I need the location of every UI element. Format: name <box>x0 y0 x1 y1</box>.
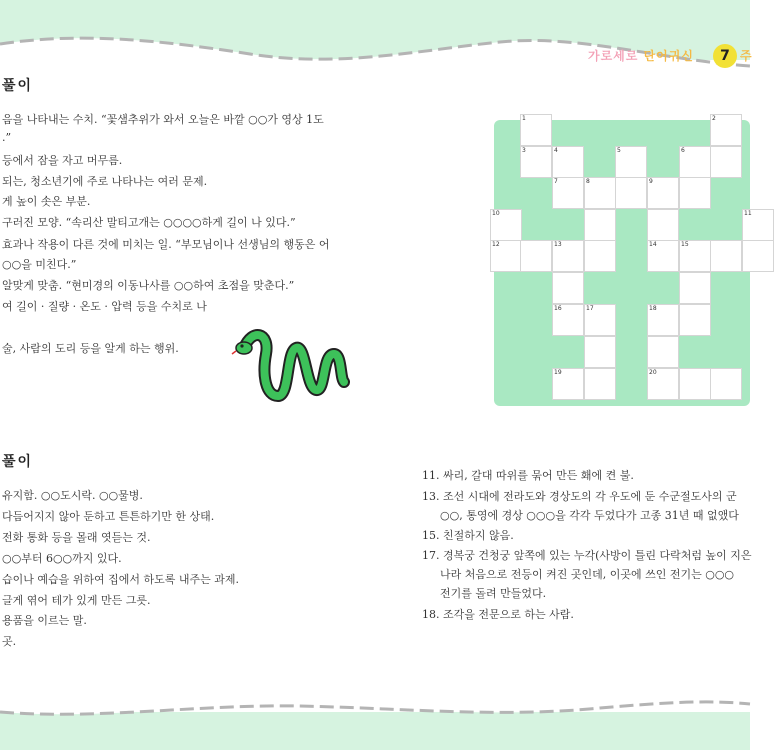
crossword-cell[interactable] <box>710 146 742 178</box>
down-clue: 곳. <box>2 635 17 648</box>
down-clue: 글게 엮어 테가 있게 만든 그릇. <box>2 594 151 607</box>
down-clue: 전화 통화 등을 몰래 엿듣는 것. <box>2 531 151 544</box>
crossword-cell[interactable] <box>552 240 584 272</box>
cell-number: 2 <box>712 115 716 122</box>
crossword-cell[interactable] <box>584 368 616 400</box>
right-clue: 나라 처음으로 전등이 켜진 곳인데, 이곳에 쓰인 전기는 ○○○ <box>440 568 735 581</box>
crossword-cell[interactable] <box>552 177 584 209</box>
cell-number: 16 <box>554 305 562 312</box>
across-clue: .” <box>2 131 12 144</box>
crossword-cell[interactable] <box>584 336 616 368</box>
crossword-cell[interactable] <box>552 272 584 304</box>
cell-number: 10 <box>492 210 500 217</box>
across-clue: 술, 사람의 도리 등을 알게 하는 행위. <box>2 342 179 355</box>
week-badge: 7 <box>713 44 737 68</box>
crossword-cell[interactable] <box>584 240 616 272</box>
cell-number: 8 <box>586 178 590 185</box>
snake-illustration <box>230 318 350 408</box>
cell-number: 12 <box>492 241 500 248</box>
down-clue: 용품을 이르는 말. <box>2 614 87 627</box>
right-clue: ○○, 통영에 경상 ○○○을 각각 두었다가 고종 31년 때 없앴다 <box>440 509 739 522</box>
crossword-cell[interactable] <box>710 368 742 400</box>
cell-number: 17 <box>586 305 594 312</box>
cell-number: 7 <box>554 178 558 185</box>
crossword-cell[interactable] <box>615 146 647 178</box>
down-clue: 유지함. ○○도시락. ○○물병. <box>2 489 143 502</box>
header-title-2: 단어귀신 <box>643 49 694 63</box>
across-clue: 등에서 잠을 자고 머무름. <box>2 154 123 167</box>
cell-number: 5 <box>617 147 621 154</box>
crossword-cell[interactable] <box>584 209 616 241</box>
cell-number: 6 <box>681 147 685 154</box>
down-clue: 습이나 예습을 위하여 집에서 하도록 내주는 과제. <box>2 573 239 586</box>
across-clue: 여 길이 · 질량 · 온도 · 압력 등을 수치로 나 <box>2 300 207 313</box>
across-clue: 음을 나타내는 수치. “꽃샘추위가 와서 오늘은 바깥 ○○가 영상 1도 <box>2 113 324 126</box>
right-clue: 15. 친절하지 않음. <box>422 529 514 542</box>
across-clue: 효과나 작용이 다른 것에 미치는 일. “부모님이나 선생님의 행동은 어 <box>2 238 330 251</box>
right-clue: 전기를 돌려 만들었다. <box>440 587 547 600</box>
crossword-cell[interactable] <box>647 209 679 241</box>
crossword-cell[interactable] <box>520 146 552 178</box>
down-clue: ○○부터 6○○까지 있다. <box>2 552 122 565</box>
across-title: 풀이 <box>2 78 34 94</box>
crossword-board <box>492 115 752 406</box>
header-title-1: 가로세로 <box>588 49 639 63</box>
crossword-cell[interactable] <box>584 177 616 209</box>
down-title: 풀이 <box>2 454 34 470</box>
crossword-cell[interactable] <box>679 368 711 400</box>
crossword-cell[interactable] <box>647 304 679 336</box>
across-clue: ○○을 미친다.” <box>2 258 77 271</box>
crossword-cell[interactable] <box>679 177 711 209</box>
crossword-cell[interactable] <box>615 177 647 209</box>
crossword-cell[interactable] <box>520 240 552 272</box>
cell-number: 14 <box>649 241 657 248</box>
bottom-wave <box>0 690 750 730</box>
crossword-cell[interactable] <box>520 114 552 146</box>
cell-number: 13 <box>554 241 562 248</box>
cell-number: 1 <box>522 115 526 122</box>
crossword-cell[interactable] <box>490 209 522 241</box>
crossword-cell[interactable] <box>584 304 616 336</box>
crossword-cell[interactable] <box>647 177 679 209</box>
crossword-cell[interactable] <box>647 336 679 368</box>
down-clue: 다듬어지지 않아 둔하고 튼튼하기만 한 상태. <box>2 510 215 523</box>
right-clue: 18. 조각을 전문으로 하는 사람. <box>422 608 574 621</box>
crossword-cell[interactable] <box>552 368 584 400</box>
cell-number: 4 <box>554 147 558 154</box>
crossword-cell[interactable] <box>679 146 711 178</box>
crossword-cell[interactable] <box>552 304 584 336</box>
cell-number: 20 <box>649 369 657 376</box>
cell-number: 3 <box>522 147 526 154</box>
crossword-cell[interactable] <box>490 240 522 272</box>
right-clue: 13. 조선 시대에 전라도와 경상도의 각 우도에 둔 수군절도사의 군 <box>422 490 737 503</box>
crossword-cell[interactable] <box>647 368 679 400</box>
across-clue: 되는, 청소년기에 주로 나타나는 여러 문제. <box>2 175 208 188</box>
crossword-cell[interactable] <box>647 240 679 272</box>
crossword-cell[interactable] <box>710 114 742 146</box>
crossword-cell[interactable] <box>679 272 711 304</box>
cell-number: 19 <box>554 369 562 376</box>
across-clue: 알맞게 맞춤. “현미경의 이동나사를 ○○하여 초점을 맞춘다.” <box>2 279 295 292</box>
cell-number: 18 <box>649 305 657 312</box>
crossword-cell[interactable] <box>710 240 742 272</box>
crossword-cell[interactable] <box>552 146 584 178</box>
right-clue: 17. 경복궁 건청궁 앞쪽에 있는 누각(사방이 틀린 다락처럼 높이 지은 <box>422 549 752 562</box>
right-clue: 11. 싸리, 갈대 따위를 묶어 만든 홰에 켠 불. <box>422 469 634 482</box>
page-header <box>588 47 694 64</box>
crossword-cell[interactable] <box>679 304 711 336</box>
cell-number: 9 <box>649 178 653 185</box>
crossword-cell[interactable] <box>679 240 711 272</box>
across-clue: 게 높이 솟은 부분. <box>2 195 91 208</box>
cell-number: 11 <box>744 210 752 217</box>
crossword-cell[interactable] <box>742 240 774 272</box>
crossword-cell[interactable] <box>742 209 774 241</box>
cell-number: 15 <box>681 241 689 248</box>
header-tail: 주 <box>740 49 752 63</box>
across-clue: 구러진 모양. “속리산 말티고개는 ○○○○하게 길이 나 있다.” <box>2 216 296 229</box>
